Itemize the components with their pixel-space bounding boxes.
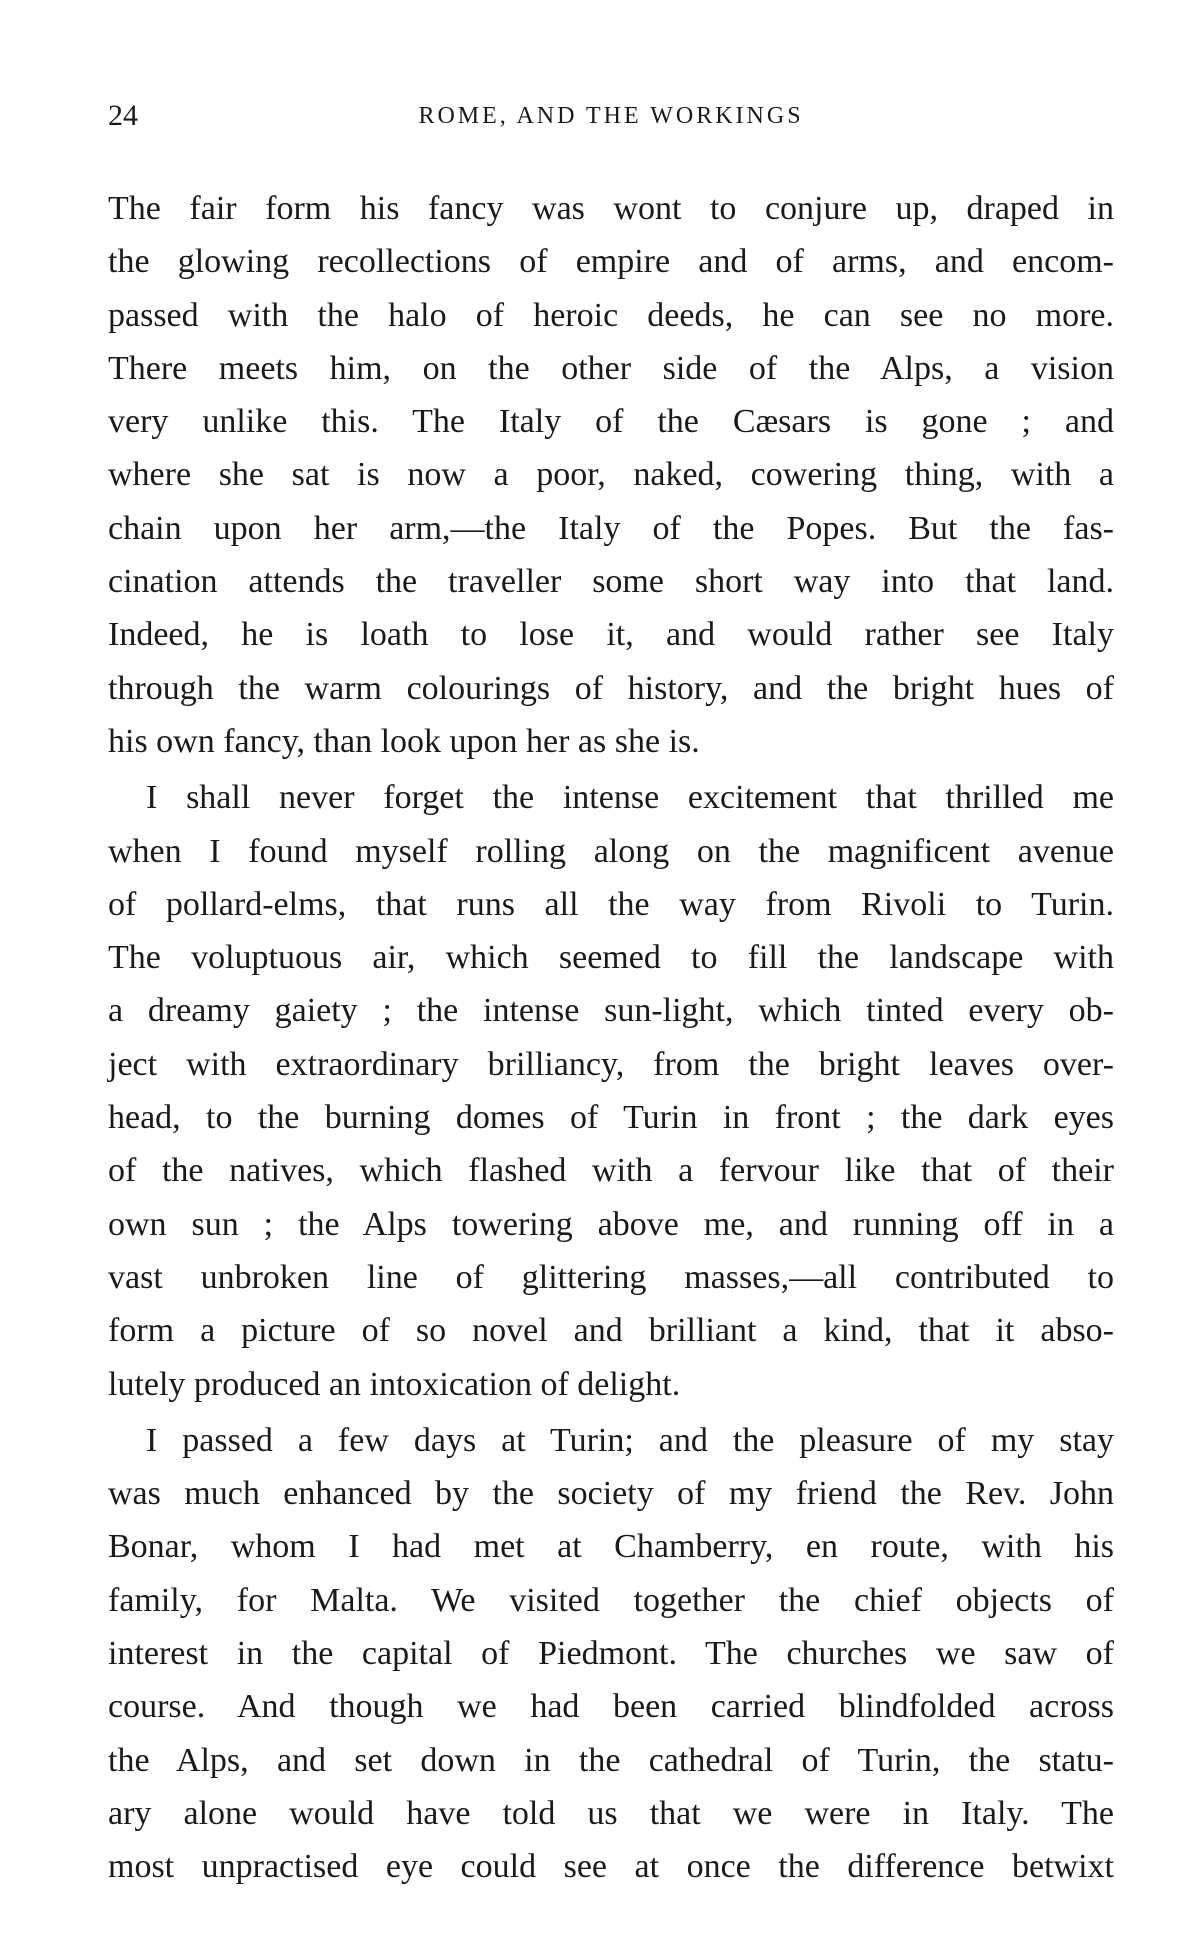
text-line: a dreamy gaiety ; the intense sun-light, which tinted every ob-: [108, 992, 1114, 1030]
running-title: ROME, AND THE WORKINGS: [418, 103, 804, 129]
text-line: family, for Malta. We visited together the chief objects of: [108, 1581, 1114, 1619]
paragraph-3: [108, 1414, 1114, 1894]
text-line: Indeed, he is loath to lose it, and would rather see Italy: [108, 616, 1114, 654]
text-line: his own fancy, than look upon her as she is.: [108, 722, 700, 760]
text-line: interest in the capital of Piedmont. The churches we saw of: [108, 1635, 1114, 1673]
text-line: ary alone would have told us that we were in Italy. The: [108, 1794, 1114, 1832]
text-line: where she sat is now a poor, naked, cowering thing, with a: [108, 456, 1114, 494]
text-line: Bonar, whom I had met at Chamberry, en route, with his: [108, 1528, 1114, 1566]
text-line: vast unbroken line of glittering masses,—all contributed to: [108, 1258, 1114, 1296]
text-line: of the natives, which flashed with a fervour like that of their: [108, 1152, 1114, 1190]
text-line: when I found myself rolling along on the magnificent avenue: [108, 832, 1114, 870]
text-line: lutely produced an intoxication of delight.: [108, 1365, 681, 1403]
text-line: head, to the burning domes of Turin in front ; the dark eyes: [108, 1099, 1114, 1137]
text-line: chain upon her arm,—the Italy of the Popes. But the fas-: [108, 509, 1114, 547]
text-line: of pollard-elms, that runs all the way from Rivoli to Turin.: [108, 885, 1114, 923]
page-number: 24: [108, 99, 138, 132]
text-line: was much enhanced by the society of my friend the Rev. John: [108, 1475, 1114, 1513]
text-line: through the warm colourings of history, and the bright hues of: [108, 669, 1114, 707]
text-line: There meets him, on the other side of the Alps, a vision: [108, 349, 1114, 387]
paragraph-1: [108, 182, 1114, 768]
text-line: I shall never forget the intense excitement that thrilled me: [146, 779, 1114, 817]
running-head: [108, 96, 1114, 136]
text-line: most unpractised eye could see at once the difference betwixt: [108, 1848, 1114, 1886]
text-line: the Alps, and set down in the cathedral of Turin, the statu-: [108, 1741, 1114, 1779]
text-line: course. And though we had been carried blindfolded across: [108, 1688, 1114, 1726]
text-line: very unlike this. The Italy of the Cæsars is gone ; and: [108, 403, 1114, 441]
text-line: own sun ; the Alps towering above me, and running off in a: [108, 1205, 1114, 1243]
text-line: The fair form his fancy was wont to conjure up, draped in: [108, 190, 1114, 227]
paragraph-2: [108, 771, 1114, 1411]
text-line: ject with extraordinary brilliancy, from the bright leaves over-: [108, 1045, 1114, 1083]
text-line: I passed a few days at Turin; and the pleasure of my stay: [146, 1421, 1114, 1459]
body-text: [108, 182, 1114, 1894]
text-line: The voluptuous air, which seemed to fill the landscape with: [108, 939, 1114, 977]
text-line: the glowing recollections of empire and of arms, and encom-: [108, 243, 1114, 281]
text-line: cination attends the traveller some short way into that land.: [108, 563, 1114, 601]
text-line: passed with the halo of heroic deeds, he can see no more.: [108, 296, 1114, 334]
text-line: form a picture of so novel and brilliant a kind, that it abso-: [108, 1312, 1114, 1350]
